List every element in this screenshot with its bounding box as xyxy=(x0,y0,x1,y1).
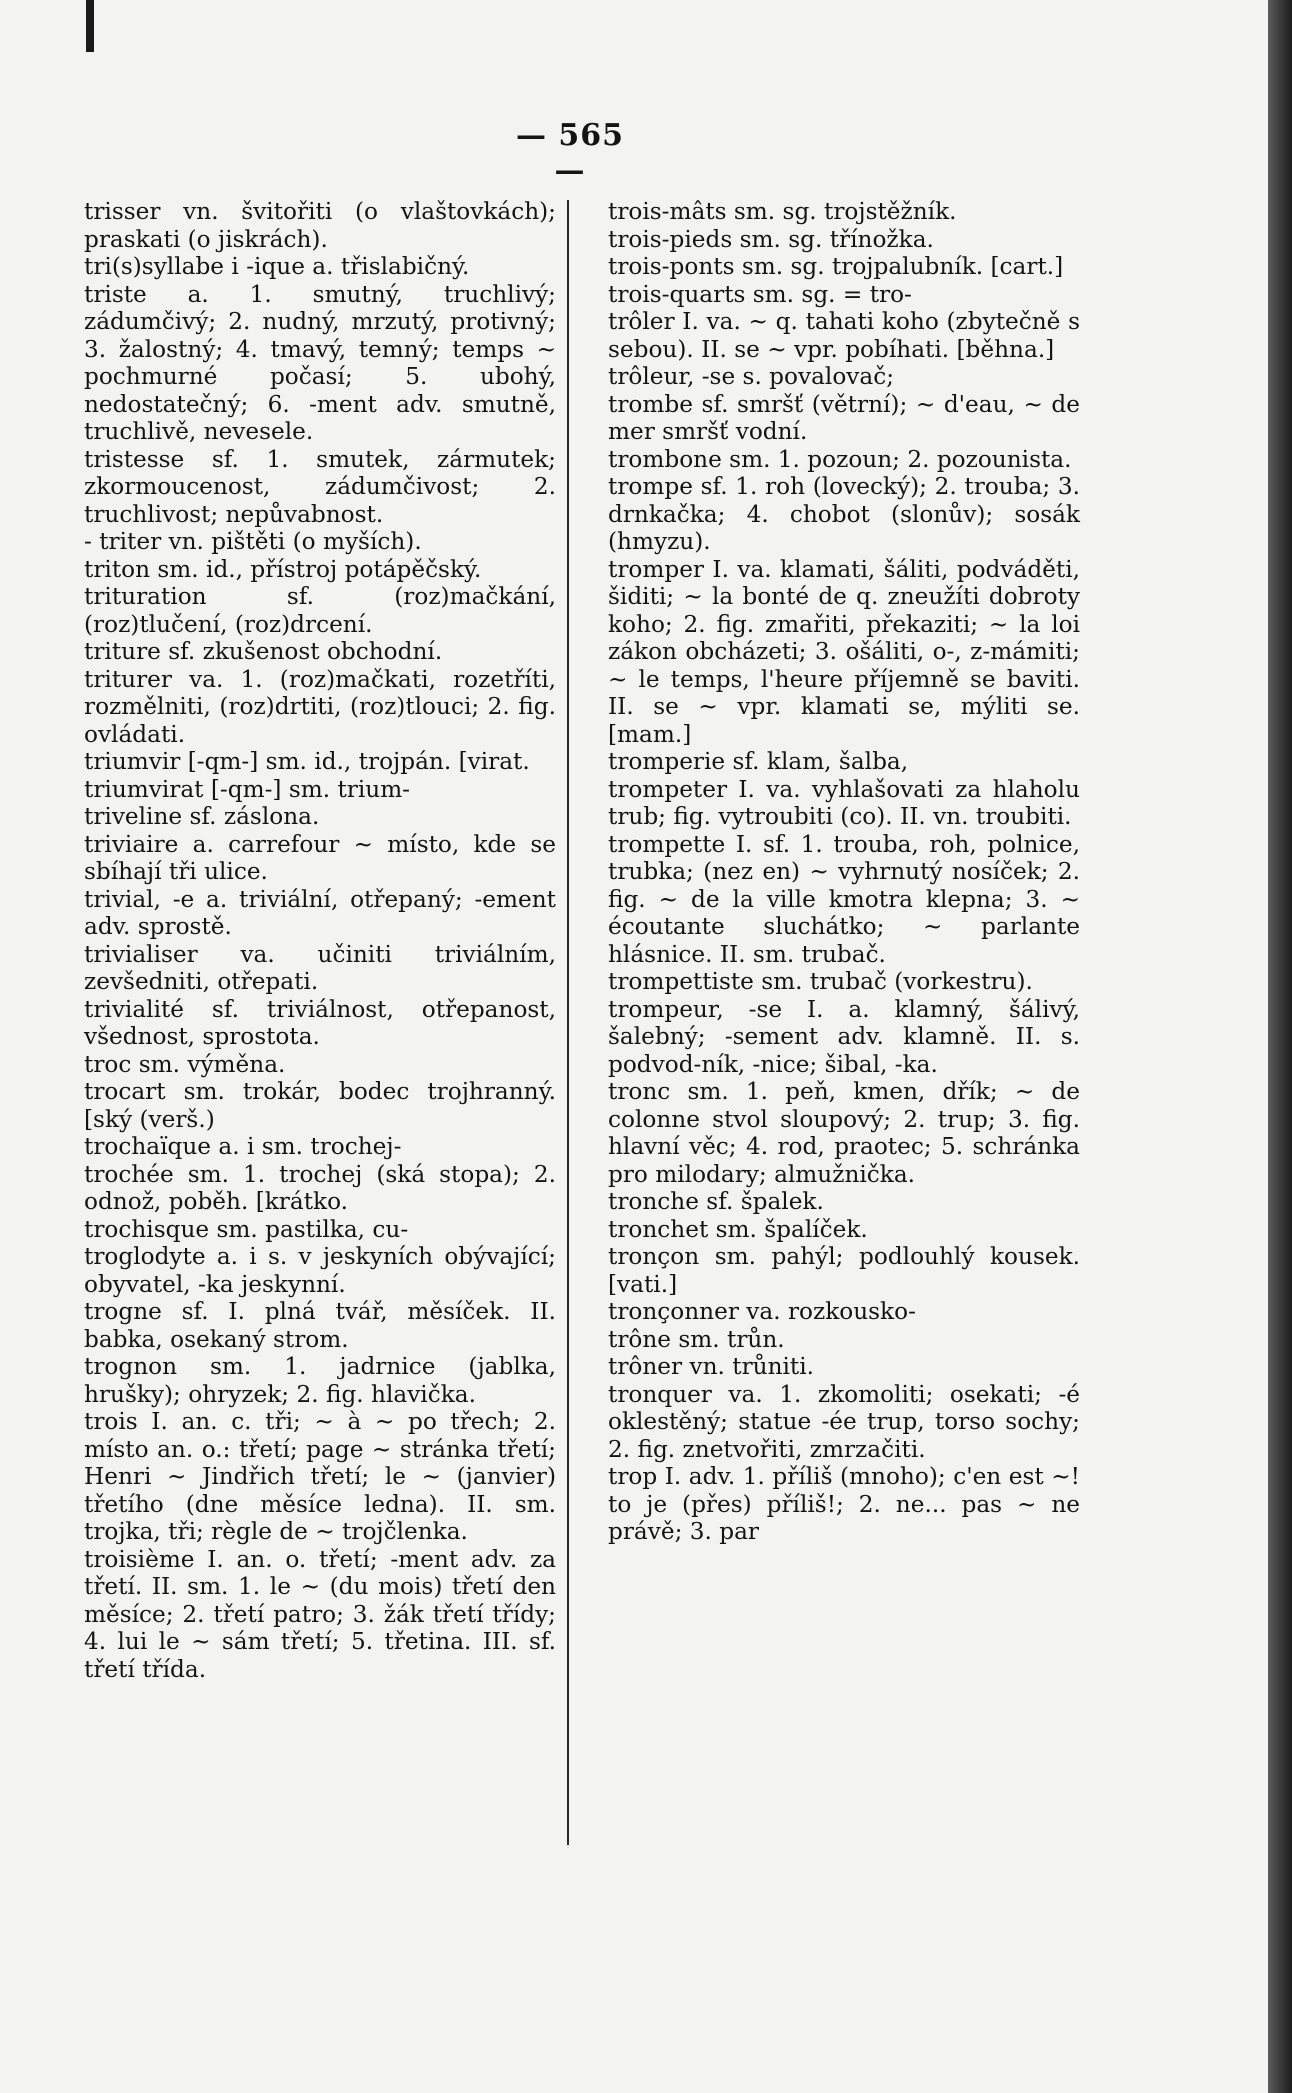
dictionary-entry: trivialité sf. triviálnost, otřepanost, všednost, sprostota. xyxy=(84,995,556,1050)
dictionary-entry: triveline sf. záslona. xyxy=(84,803,320,830)
dictionary-entry: trompe sf. 1. roh (lovecký); 2. trouba; 3. drnkačka; 4. chobot (slonův); sosák (hmyzu). xyxy=(608,473,1080,555)
dictionary-entry: troc sm. výměna. xyxy=(84,1050,286,1078)
dictionary-entry: trompettiste sm. trubač (vorkestru). xyxy=(608,968,1033,995)
dictionary-entry: triture sf. zkušenost obchodní. xyxy=(84,638,443,665)
dictionary-entry: tri(s)syllabe i -ique a. třislabičný. xyxy=(84,253,470,280)
dictionary-entry: tronche sf. špalek. xyxy=(608,1188,824,1215)
dictionary-entry: tristesse sf. 1. smutek, zármutek; zkormoucenost, zádumčivost; 2. truchlivost; nepůvabnost. xyxy=(84,445,556,528)
dictionary-entry: trompeter I. va. vyhlašovati za hlaholu trub; fig. vytroubiti (co). II. vn. troubiti. xyxy=(608,775,1080,830)
dictionary-entry: trochisque sm. pastilka, cu- xyxy=(84,1215,409,1243)
dictionary-entry: trombone sm. 1. pozoun; 2. pozounista. xyxy=(608,445,1072,473)
dictionary-entry: trône sm. trůn. xyxy=(608,1325,785,1353)
dictionary-entry: tronquer va. 1. zkomoliti; osekati; -é oklestěný; statue -ée trup, torso sochy; 2. fig. znetvořiti, zmrzačiti. xyxy=(608,1380,1080,1463)
dictionary-entry: trompeur, -se I. a. klamný, šálivý, šalebný; -sement adv. klamně. II. s. podvod-ník, -nice; šibal, -ka. xyxy=(608,995,1080,1078)
dictionary-entry: trombe sf. smršť (větrní); ~ d'eau, ~ de mer smršť vodní. xyxy=(608,390,1080,445)
dictionary-entry: trois-pieds sm. sg. třínožka. xyxy=(608,225,934,253)
dictionary-entry: trop I. adv. 1. příliš (mnoho); c'en est ~! to je (přes) příliš!; 2. ne... pas ~ ne právě; 3. par xyxy=(608,1463,1080,1545)
scan-binding-shadow xyxy=(1268,0,1292,2093)
dictionary-entry: triton sm. id., přístroj potápěčský. xyxy=(84,555,482,583)
page-number: — 565 — xyxy=(515,118,625,188)
dictionary-entry: triumvir [-qm-] sm. id., trojpán. [virat. xyxy=(84,748,530,775)
column-divider xyxy=(567,200,569,1845)
dictionary-entry: trois-mâts sm. sg. trojstěžník. xyxy=(608,198,957,225)
dictionary-entry: tronçon sm. pahýl; podlouhlý kousek. [vati.] xyxy=(608,1243,1080,1298)
dictionary-entry: trivial, -e a. triviální, otřepaný; -ement adv. sprostě. xyxy=(84,885,556,940)
dictionary-entry: trois-ponts sm. sg. trojpalubník. [cart.] xyxy=(608,253,1064,280)
dictionary-entry: trogne sf. I. plná tvář, měsíček. II. babka, osekaný strom. xyxy=(84,1298,556,1353)
dictionary-entry: triviaire a. carrefour ~ místo, kde se sbíhají tři ulice. xyxy=(84,830,556,885)
dictionary-entry: trocart sm. trokár, bodec trojhranný. [ský (verš.) xyxy=(84,1078,556,1133)
dictionary-entry: trochée sm. 1. trochej (ská stopa); 2. odnož, poběh. [krátko. xyxy=(84,1160,556,1215)
dictionary-entry: trivialiser va. učiniti triviálním, zevšedniti, otřepati. xyxy=(84,940,556,995)
dictionary-entry: trompette I. sf. 1. trouba, roh, polnice, trubka; (nez en) ~ vyhrnutý nosíček; 2. fig. ~ de la ville kmotra klepna; 3. ~ écoutante sluchátko; ~ parlante hlásnice. II. sm. trubač. xyxy=(608,830,1080,968)
dictionary-entry: trôner vn. trůniti. xyxy=(608,1353,815,1380)
right-column xyxy=(608,198,1080,1546)
dictionary-entry: triste a. 1. smutný, truchlivý; zádumčivý; 2. nudný, mrzutý, protivný; 3. žalostný; 4. tmavý, temný; temps ~ pochmurné počasí; 5. ubohý, nedostatečný; 6. -ment adv. smutně, truchlivě, nevesele. xyxy=(84,280,556,445)
dictionary-entry: trognon sm. 1. jadrnice (jablka, hrušky); ohryzek; 2. fig. hlavička. xyxy=(84,1353,556,1408)
dictionary-entry: trois I. an. c. tři; ~ à ~ po třech; 2. místo an. o.: třetí; page ~ stránka třetí; Henri ~ Jindřich třetí; le ~ (janvier) třetího (dne měsíce ledna). II. sm. trojka, tři; règle de ~ trojčlenka. xyxy=(84,1408,556,1545)
dictionary-entry: tromperie sf. klam, šalba, xyxy=(608,748,909,775)
dictionary-entry: troglodyte a. i s. v jeskyních obývající; obyvatel, -ka jeskynní. xyxy=(84,1243,556,1298)
dictionary-entry: tronc sm. 1. peň, kmen, dřík; ~ de colonne stvol sloupový; 2. trup; 3. fig. hlavní věc; 4. rod, praotec; 5. schránka pro milodary; almužnička. xyxy=(608,1078,1080,1188)
dictionary-entry: triumvirat [-qm-] sm. trium- xyxy=(84,775,411,803)
dictionary-entry: trisser vn. švitořiti (o vlaštovkách); praskati (o jiskrách). xyxy=(84,198,556,253)
dictionary-entry: trochaïque a. i sm. trochej- xyxy=(84,1133,402,1160)
dictionary-entry: trituration sf. (roz)mačkání, (roz)tlučení, (roz)drcení. xyxy=(84,583,556,638)
left-column xyxy=(84,198,556,1683)
dictionary-entry: tronchet sm. špalíček. xyxy=(608,1215,868,1243)
dictionary-entry: trôleur, -se s. povalovač; xyxy=(608,363,895,390)
scan-edge-mark xyxy=(86,0,94,52)
dictionary-entry: tromper I. va. klamati, šáliti, podváděti, šiditi; ~ la bonté de q. zneužíti dobroty koho; 2. fig. zmařiti, překaziti; ~ la loi zákon obcházeti; 3. ošáliti, o-, z-mámiti; ~ le temps, l'heure příjemně se baviti. II. se ~ vpr. klamati se, mýliti se. [mam.] xyxy=(608,555,1080,748)
dictionary-entry: troisième I. an. o. třetí; -ment adv. za třetí. II. sm. 1. le ~ (du mois) třetí den měsíce; 2. třetí patro; 3. žák třetí třídy; 4. lui le ~ sám třetí; 5. třetina. III. sf. třetí třída. xyxy=(84,1545,556,1683)
dictionary-entry: trois-quarts sm. sg. = tro- xyxy=(608,280,912,308)
dictionary-entry: tronçonner va. rozkousko- xyxy=(608,1298,916,1325)
dictionary-entry: - triter vn. pištěti (o myších). xyxy=(84,528,422,555)
dictionary-entry: trôler I. va. ~ q. tahati koho (zbytečně s sebou). II. se ~ vpr. pobíhati. [běhna.] xyxy=(608,308,1080,363)
dictionary-entry: triturer va. 1. (roz)mačkati, rozetříti, rozmělniti, (roz)drtiti, (roz)tlouci; 2. fig. ovládati. xyxy=(84,665,556,748)
